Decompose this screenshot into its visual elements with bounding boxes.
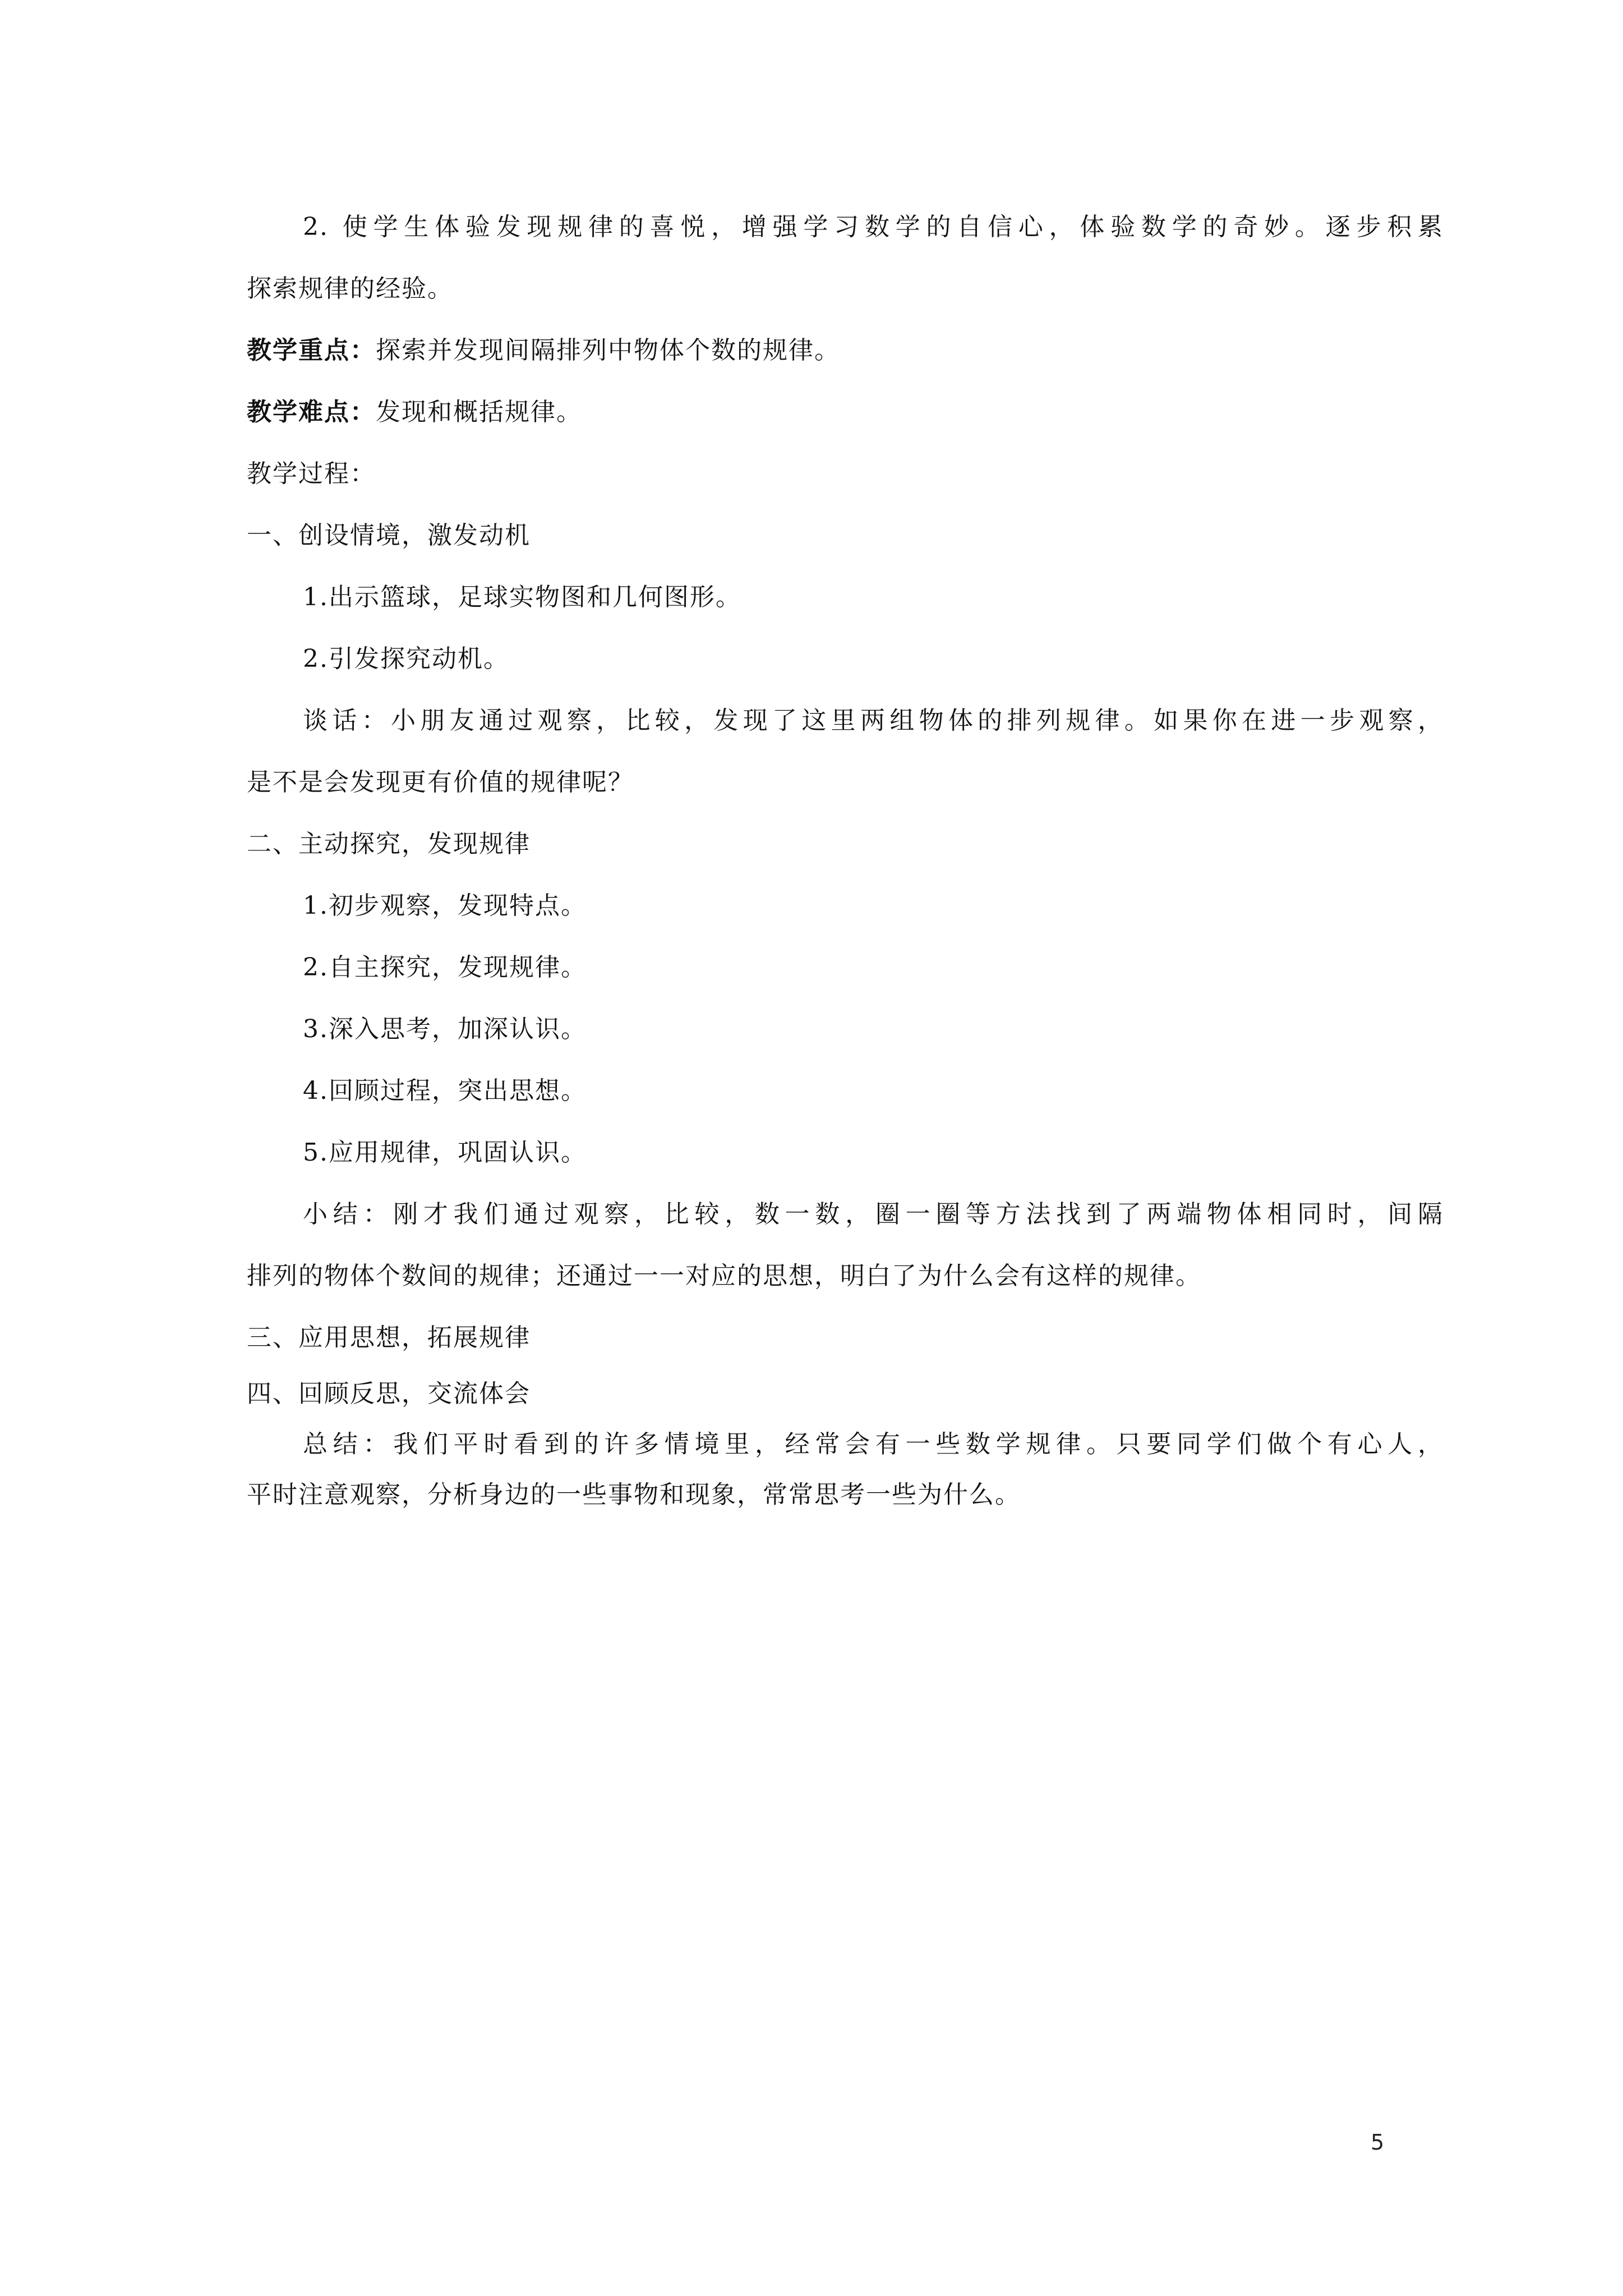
key-points-text: 探索并发现间隔排列中物体个数的规律。 [376, 336, 840, 365]
section-4-conclusion-line-1: 总结：我们平时看到的许多情境里，经常会有一些数学规律。只要同学们做个有心人， [303, 1430, 1444, 1458]
key-points-label: 教学重点： [247, 336, 376, 365]
section-4-conclusion-line-2: 平时注意观察，分析身边的一些事物和现象，常常思考一些为什么。 [247, 1480, 1021, 1509]
difficult-points-text: 发现和概括规律。 [376, 398, 582, 426]
section-1-step-1: 1.出示篮球，足球实物图和几何图形。 [303, 583, 741, 611]
objective-item-2-line-1: 2. 使学生体验发现规律的喜悦，增强学习数学的自信心，体验数学的奇妙。逐步积累 [303, 213, 1444, 241]
section-3-heading: 三、应用思想，拓展规律 [247, 1323, 531, 1352]
section-2-step-4: 4.回顾过程，突出思想。 [303, 1076, 587, 1105]
section-2-step-1: 1.初步观察，发现特点。 [303, 891, 587, 920]
page-number: 5 [1371, 2130, 1385, 2155]
difficult-points-label: 教学难点： [247, 398, 376, 426]
objective-item-2-line-2: 探索规律的经验。 [247, 274, 453, 303]
section-2-step-3: 3.深入思考，加深认识。 [303, 1015, 587, 1043]
section-1-talk-line-2: 是不是会发现更有价值的规律呢？ [247, 768, 634, 797]
process-title: 教学过程： [247, 459, 376, 488]
section-1-talk-line-1: 谈话：小朋友通过观察，比较，发现了这里两组物体的排列规律。如果你在进一步观察， [303, 706, 1444, 735]
section-1-heading: 一、创设情境，激发动机 [247, 521, 531, 550]
section-2-step-5: 5.应用规律，巩固认识。 [303, 1138, 587, 1167]
section-2-heading: 二、主动探究，发现规律 [247, 830, 531, 858]
section-2-step-2: 2.自主探究，发现规律。 [303, 953, 587, 982]
section-4-heading: 四、回顾反思，交流体会 [247, 1379, 531, 1408]
key-points-paragraph [247, 334, 840, 367]
section-2-summary-line-1: 小结：刚才我们通过观察，比较，数一数，圈一圈等方法找到了两端物体相同时，间隔 [303, 1200, 1444, 1228]
difficult-points-paragraph [247, 395, 582, 429]
section-1-step-2: 2.引发探究动机。 [303, 645, 509, 673]
section-2-summary-line-2: 排列的物体个数间的规律；还通过一一对应的思想，明白了为什么会有这样的规律。 [247, 1262, 1201, 1290]
